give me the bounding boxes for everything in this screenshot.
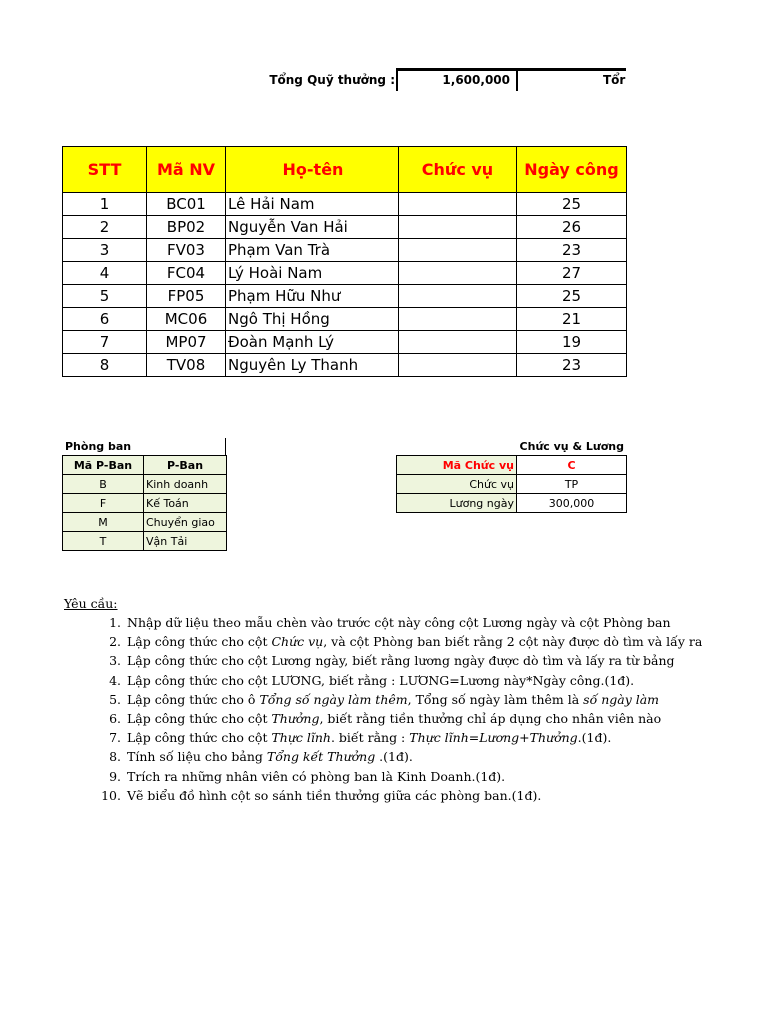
cell-stt[interactable]: 2: [63, 216, 147, 239]
list-item-text: [127, 711, 661, 726]
position-salary-table-body: [397, 456, 627, 513]
list-item-number: 6.: [109, 710, 121, 726]
emphasis-text: Thực lĩnh=Lương+Thưởng: [409, 730, 578, 746]
cell-employee-code[interactable]: BP02: [147, 216, 226, 239]
department-table-title: Phòng ban: [63, 438, 226, 455]
list-item: [64, 671, 635, 690]
text-segment: Tính số liệu cho bảng: [127, 749, 267, 765]
text-segment: Vẽ biểu đồ hình cột so sánh tiền thưởng giữa các phòng ban.(1đ).: [127, 787, 542, 803]
list-item: [64, 632, 703, 651]
cell-department-name[interactable]: Kế Toán: [144, 494, 227, 513]
cell-position-label[interactable]: Lương ngày: [397, 494, 517, 513]
text-segment: , và cột Phòng ban biết rằng 2 cột này được dò tìm và lấy ra: [323, 634, 703, 650]
position-salary-table-title: Chức vụ & Lương: [519, 440, 624, 453]
list-item-number: 10.: [101, 787, 121, 803]
cell-work-days[interactable]: 23: [517, 354, 627, 377]
cell-stt[interactable]: 6: [63, 308, 147, 331]
cell-work-days[interactable]: 27: [517, 262, 627, 285]
total-bonus-fund-value: 1,600,000: [442, 73, 510, 87]
cell-position-label[interactable]: Chức vụ: [397, 475, 517, 494]
emphasis-text: Thực lĩnh: [271, 730, 331, 746]
cell-work-days[interactable]: 25: [517, 193, 627, 216]
list-item: [64, 728, 630, 747]
cell-full-name[interactable]: Lý Hoài Nam: [226, 262, 399, 285]
department-table-body: [63, 475, 227, 551]
cell-employee-code[interactable]: BC01: [147, 193, 226, 216]
cell-stt[interactable]: 3: [63, 239, 147, 262]
emphasis-text: Chức vụ: [271, 634, 324, 650]
list-item-number: 1.: [109, 615, 121, 630]
cell-department-code[interactable]: T: [63, 532, 144, 551]
text-segment: , Tổng số ngày làm thêm là: [407, 691, 584, 707]
list-item: [64, 747, 630, 766]
text-segment: Lập công thức cho cột: [127, 634, 272, 650]
list-item: [64, 786, 630, 805]
cell-stt[interactable]: 5: [63, 285, 147, 308]
cell-full-name[interactable]: Phạm Van Trà: [226, 239, 399, 262]
total-bonus-fund-label: Tổng Quỹ thưởng :: [269, 73, 395, 87]
cell-position-value[interactable]: TP: [517, 475, 627, 494]
cell-work-days[interactable]: 23: [517, 239, 627, 262]
cell-work-days[interactable]: 21: [517, 308, 627, 331]
position-salary-table: [396, 455, 627, 513]
header-stt[interactable]: STT: [63, 147, 147, 193]
cell-position[interactable]: [399, 193, 517, 216]
cell-position[interactable]: [399, 262, 517, 285]
table-row: [63, 532, 227, 551]
department-table: [62, 455, 227, 551]
header-department-name[interactable]: P-Ban: [144, 456, 227, 475]
text-segment: Lập công thức cho ô: [127, 691, 260, 707]
header-full-name[interactable]: Họ-tên: [226, 147, 399, 193]
cell-employee-code[interactable]: FV03: [147, 239, 226, 262]
cell-position[interactable]: [399, 308, 517, 331]
table-row: [63, 494, 227, 513]
table-row: [63, 354, 627, 377]
text-segment: .(1đ).: [577, 730, 612, 746]
text-segment: Lập công thức cho cột LƯƠNG, biết rằng : LƯƠNG=Lương này*Ngày công.(1đ).: [127, 672, 635, 688]
cell-department-name[interactable]: Vận Tải: [144, 532, 227, 551]
requirements-list: [64, 613, 703, 805]
table-row: [63, 193, 627, 216]
cell-position-label[interactable]: Mã Chức vụ: [397, 456, 517, 475]
emphasis-text: Tổng số ngày làm thêm: [259, 691, 408, 707]
cell-position-value[interactable]: 300,000: [517, 494, 627, 513]
table-row: [63, 216, 627, 239]
cell-employee-code[interactable]: MC06: [147, 308, 226, 331]
truncated-total-label: Tổr: [603, 73, 626, 87]
text-segment: Lập công thức cho cột: [127, 730, 272, 746]
employee-table-body: [63, 193, 627, 377]
list-item: [64, 767, 630, 786]
emphasis-text: số ngày làm: [583, 691, 660, 707]
cell-work-days[interactable]: 26: [517, 216, 627, 239]
cell-position[interactable]: [399, 285, 517, 308]
emphasis-text: Tổng kết Thưởng: [266, 749, 376, 765]
cell-stt[interactable]: 7: [63, 331, 147, 354]
cell-department-name[interactable]: Kinh doanh: [144, 475, 227, 494]
cell-employee-code[interactable]: TV08: [147, 354, 226, 377]
list-item-text: [127, 749, 413, 764]
text-segment: , biết rằng tiền thưởng chỉ áp dụng cho nhân viên nào: [319, 710, 662, 726]
list-item-text: [127, 634, 702, 649]
list-item-text: [127, 769, 505, 784]
text-segment: Nhập dữ liệu theo mẫu chèn vào trước cột này công cột Lương ngày và cột Phòng ban: [127, 615, 671, 630]
cell-work-days[interactable]: 25: [517, 285, 627, 308]
list-item-text: [127, 615, 671, 630]
header-position[interactable]: Chức vụ: [399, 147, 517, 193]
cell-employee-code[interactable]: MP07: [147, 331, 226, 354]
cell-full-name[interactable]: Đoàn Mạnh Lý: [226, 331, 399, 354]
cell-stt[interactable]: 4: [63, 262, 147, 285]
list-item-text: [127, 730, 611, 745]
header-employee-code[interactable]: Mã NV: [147, 147, 226, 193]
list-item-text: [127, 788, 541, 803]
list-item-text: [127, 673, 634, 688]
cell-department-code[interactable]: B: [63, 475, 144, 494]
cell-department-code[interactable]: F: [63, 494, 144, 513]
cell-position[interactable]: [399, 331, 517, 354]
list-item-number: 7.: [109, 730, 121, 746]
employee-table-header-row: [63, 147, 627, 193]
cell-position[interactable]: [399, 216, 517, 239]
cell-position[interactable]: [399, 239, 517, 262]
list-item-number: 3.: [109, 653, 121, 669]
list-item-number: 8.: [109, 749, 121, 765]
table-row: [63, 331, 627, 354]
cell-position[interactable]: [399, 354, 517, 377]
cell-full-name[interactable]: Nguyên Ly Thanh: [226, 354, 399, 377]
list-item-number: 9.: [109, 768, 121, 784]
text-segment: Lập công thức cho cột: [127, 710, 272, 726]
emphasis-text: Thưởng: [271, 710, 320, 726]
list-item: [64, 651, 675, 670]
cell-full-name[interactable]: Ngô Thị Hồng: [226, 308, 399, 331]
list-item-number: 2.: [109, 634, 121, 650]
header-department-code[interactable]: Mã P-Ban: [63, 456, 144, 475]
list-item-text: [127, 653, 675, 668]
list-item: [64, 709, 662, 728]
text-segment: Trích ra những nhân viên có phòng ban là Kinh Doanh.(1đ).: [127, 768, 506, 784]
list-item: [64, 690, 660, 709]
table-row: [63, 285, 627, 308]
table-row: [63, 475, 227, 494]
cell-full-name[interactable]: Lê Hải Nam: [226, 193, 399, 216]
table-row: [63, 513, 227, 532]
cell-full-name[interactable]: Nguyễn Van Hải: [226, 216, 399, 239]
table-row: [63, 308, 627, 331]
cell-position-value[interactable]: C: [517, 456, 627, 475]
cell-department-code[interactable]: M: [63, 513, 144, 532]
list-item-text: [127, 692, 659, 707]
list-item: [64, 613, 671, 632]
cell-stt[interactable]: 1: [63, 193, 147, 216]
fund-border-line: [514, 68, 626, 71]
table-row: [397, 456, 627, 475]
requirements-section: [64, 594, 703, 805]
table-row: [397, 475, 627, 494]
table-row: [63, 239, 627, 262]
text-segment: .(1đ).: [375, 749, 413, 765]
table-row: [63, 262, 627, 285]
cell-employee-code[interactable]: FC04: [147, 262, 226, 285]
requirements-heading: Yêu cầu:: [64, 596, 118, 611]
cell-stt[interactable]: 8: [63, 354, 147, 377]
cell-full-name[interactable]: Phạm Hữu Như: [226, 285, 399, 308]
cell-work-days[interactable]: 19: [517, 331, 627, 354]
text-segment: Lập công thức cho cột Lương ngày, biết rằng lương ngày được dò tìm và lấy ra từ bảng: [127, 653, 675, 669]
header-work-days[interactable]: Ngày công: [517, 147, 627, 193]
list-item-number: 5.: [109, 691, 121, 707]
table-row: [397, 494, 627, 513]
text-segment: . biết rằng :: [330, 730, 410, 746]
cell-employee-code[interactable]: FP05: [147, 285, 226, 308]
cell-department-name[interactable]: Chuyển giao: [144, 513, 227, 532]
employee-table: [62, 146, 627, 377]
list-item-number: 4.: [109, 672, 121, 688]
department-table-header-row: [63, 456, 227, 475]
